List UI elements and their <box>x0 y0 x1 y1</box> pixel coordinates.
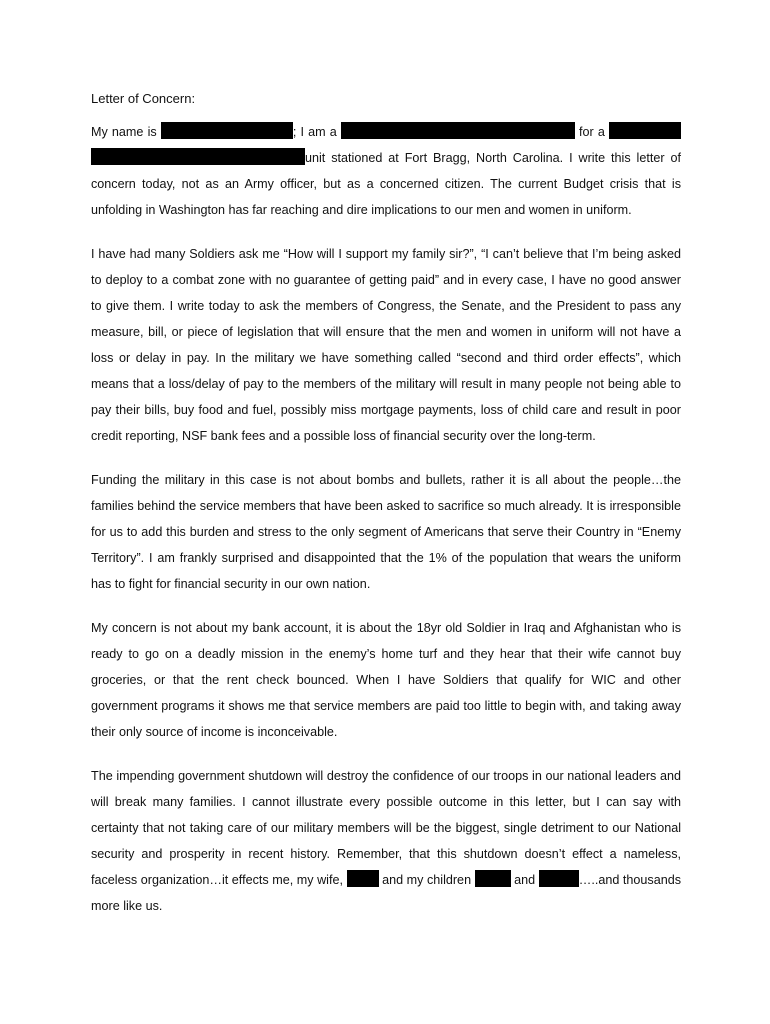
intro-text-b: ; I am a <box>292 125 341 139</box>
shutdown-text-a: The impending government shutdown will destroy the confidence of our troops in our national leaders and will break many families. I cannot illustrate every possible outcome in this letter, but I can say with certainty that not taking care of our military members will be the biggest, single detriment to our National security and prosperity in recent history. Remember, that this shutdown doesn’t effect a nameless, faceless organization…it effects me, my wife, <box>91 769 681 887</box>
intro-text-a: My name is <box>91 125 161 139</box>
shutdown-text-b: and my children <box>378 873 475 887</box>
paragraph-shutdown <box>91 763 681 919</box>
intro-text-d: unit stationed at Fort Bragg, North Carolina. I write this letter of concern today, not as an Army officer, but as a concerned citizen. The current Budget crisis that is unfolding in Washington has far reaching and dire implications to our men and women in uniform. <box>91 151 681 217</box>
redacted-child-name-1 <box>475 870 511 887</box>
letter-page <box>91 86 681 937</box>
paragraph-introduction <box>91 119 681 223</box>
paragraph-concern: My concern is not about my bank account, it is about the 18yr old Soldier in Iraq and Afghanistan who is ready to go on a deadly mission in the enemy’s home turf and they hear that their wife cannot buy groceries, or that the rent check bounced. When I have Soldiers that qualify for WIC and other government programs it shows me that service members are paid too little to begin with, and taking away their only source of income is inconceivable. <box>91 621 681 739</box>
redacted-unit-continued <box>91 148 305 165</box>
redacted-wife-name <box>347 870 379 887</box>
redacted-unit <box>609 122 681 139</box>
paragraph-funding-military: Funding the military in this case is not about bombs and bullets, rather it is all about the people…the families behind the service members that have been asked to sacrifice so much already. It is irresponsible for us to add this burden and stress to the only segment of Americans that serve their Country in “Enemy Territory”. I am frankly surprised and disappointed that the 1% of the population that wears the uniform has to fight for financial security in our own nation. <box>91 473 681 591</box>
shutdown-text-c: and <box>510 873 539 887</box>
paragraph-soldiers-questions: I have had many Soldiers ask me “How will I support my family sir?”, “I can’t believe that I’m being asked to deploy to a combat zone with no guarantee of getting paid” and in every case, I have no good answer to give them. I write today to ask the members of Congress, the Senate, and the President to pass any measure, bill, or piece of legislation that will ensure that the men and women in uniform will not have a loss or delay in pay. In the military we have something called “second and third order effects”, which means that a loss/delay of pay to the members of the military will result in many people not being able to pay their bills, buy food and fuel, possibly miss mortgage payments, loss of child care and result in poor credit reporting, NSF bank fees and a possible loss of financial security over the long-term. <box>91 247 681 443</box>
redacted-name <box>161 122 293 139</box>
redacted-position <box>341 122 575 139</box>
intro-text-c: for a <box>574 125 609 139</box>
letter-title: Letter of Concern: <box>91 91 196 106</box>
shutdown-text-d: …..and thousands more like us. <box>91 873 681 913</box>
redacted-child-name-2 <box>539 870 579 887</box>
